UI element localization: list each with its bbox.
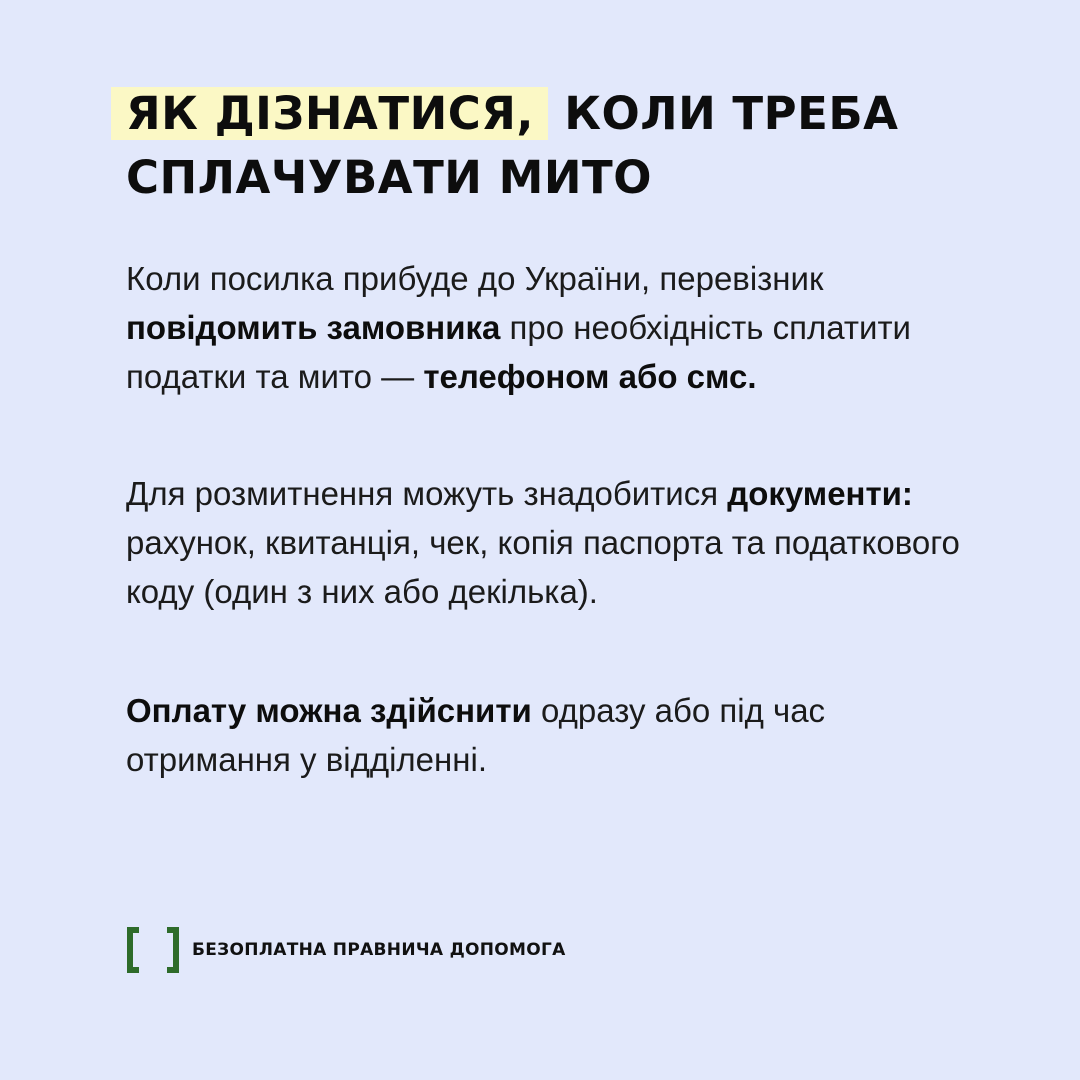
paragraph-bold: телефоном або смс. xyxy=(423,358,757,395)
paragraph-bold: повідомить замовника xyxy=(126,309,501,346)
paragraph-text: рахунок, квитанція, чек, копія паспорта та податкового коду (один з них або декілька). xyxy=(126,524,960,610)
paragraph-payment xyxy=(126,686,986,784)
paragraph-documents xyxy=(126,469,986,616)
footer-text: БЕЗОПЛАТНА ПРАВНИЧА ДОПОМОГА xyxy=(192,940,566,960)
footer-logo xyxy=(126,926,566,974)
title-highlight: ЯК ДІЗНАТИСЯ, xyxy=(111,87,548,140)
paragraph-bold: документи: xyxy=(727,475,913,512)
title-line2: СПЛАЧУВАТИ МИТО xyxy=(126,151,652,204)
paragraph-notification xyxy=(126,254,986,401)
page-title xyxy=(111,82,1011,210)
paragraph-text: одразу або під час отримання у відділенні. xyxy=(126,692,826,778)
paragraph-bold: Оплату можна здійснити xyxy=(126,692,532,729)
paragraph-text: про необхідність сплатити податки та мито — xyxy=(126,309,911,395)
title-rest: КОЛИ ТРЕБА xyxy=(564,87,899,140)
paragraph-text: Для розмитнення можуть знадобитися xyxy=(126,475,719,512)
paragraph-text: Коли посилка прибуде до України, перевізник xyxy=(126,260,824,297)
brackets-logo-icon xyxy=(126,927,180,973)
